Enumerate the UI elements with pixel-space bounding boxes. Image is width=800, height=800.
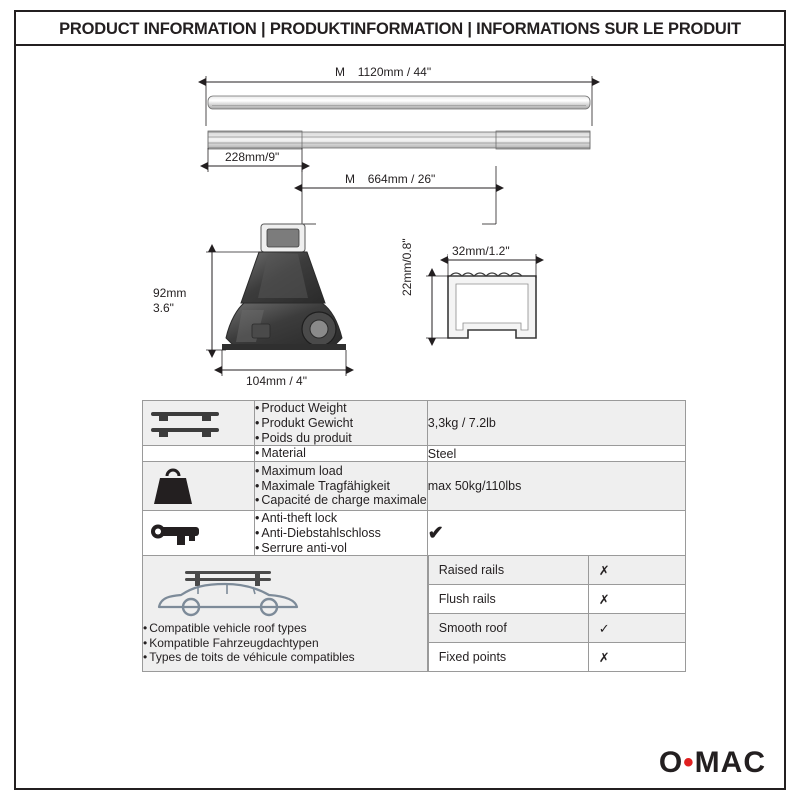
spec-value-lock: ✔ <box>427 511 685 556</box>
dim-overall-prefix: M <box>335 65 345 79</box>
foot-front-view <box>222 224 346 350</box>
label-line: • Anti-Diebstahlschloss <box>255 526 427 541</box>
technical-drawing <box>16 48 784 398</box>
dim-foot-height-mm: 92mm <box>153 286 187 300</box>
dim-overall-value: 1120mm / 44" <box>357 65 432 79</box>
roof-type-captions <box>143 621 427 664</box>
weight-icon <box>143 462 255 511</box>
material-icon-empty <box>143 446 255 462</box>
roof-type-row <box>428 556 685 585</box>
label-line: • Poids du produit <box>255 431 427 446</box>
crossbar-side-view <box>208 96 590 109</box>
table-row-roof-types <box>143 556 686 672</box>
roof-type-mark: ✗ <box>588 585 685 614</box>
dim-spread-value: 664mm / 26" <box>367 172 436 186</box>
dim-profile-height-value: 22mm/0.8" <box>400 238 414 296</box>
roof-type-name: Raised rails <box>428 556 588 585</box>
dim-spread-prefix: M <box>345 172 355 186</box>
dim-foot-height-in: 3.6" <box>153 301 174 315</box>
label-line: • Material <box>255 446 427 461</box>
lock-icon <box>143 511 255 556</box>
dim-foot-width <box>222 350 346 376</box>
spec-value-material: Steel <box>427 446 685 462</box>
roof-type-name: Flush rails <box>428 585 588 614</box>
roof-type-name: Smooth roof <box>428 614 588 643</box>
roof-type-mark: ✗ <box>588 556 685 585</box>
brand-logo-dot: • <box>683 746 695 779</box>
brand-logo-mac: MA <box>694 746 744 779</box>
table-row <box>143 462 686 511</box>
page-title: PRODUCT INFORMATION | PRODUKTINFORMATION | INFORMATIONS SUR LE PRODUIT <box>16 12 784 46</box>
roof-type-label-cell <box>143 556 428 672</box>
dim-profile-width-value: 32mm/1.2" <box>448 244 514 258</box>
spec-label-weight <box>255 401 428 446</box>
spec-value-weight: 3,3kg / 7.2lb <box>427 401 685 446</box>
brand-logo-c: C <box>743 746 766 779</box>
table-row <box>143 446 686 462</box>
label-line: • Types de toits de véhicule compatibles <box>143 650 427 664</box>
roof-type-mark: ✗ <box>588 643 685 672</box>
dim-profile-height <box>426 276 450 338</box>
spec-label-lock <box>255 511 428 556</box>
label-line: • Produkt Gewicht <box>255 416 427 431</box>
roof-type-row <box>428 614 685 643</box>
table-row <box>143 401 686 446</box>
dim-end-offset-value: 228mm/9" <box>221 150 283 164</box>
rack-bars-icon <box>143 401 255 446</box>
car-with-roof-rack-icon <box>143 563 427 619</box>
drawing-svg <box>16 48 788 398</box>
label-line: • Serrure anti-vol <box>255 541 427 556</box>
crossbar-top-view <box>208 131 590 149</box>
roof-type-row <box>428 585 685 614</box>
label-line: • Maximale Tragfähigkeit <box>255 479 427 494</box>
brand-logo-o: O <box>658 746 684 779</box>
spec-label-material <box>255 446 428 462</box>
bar-cross-section <box>448 273 536 338</box>
product-info-sheet <box>14 10 786 790</box>
dim-foot-width-value: 104mm / 4" <box>242 374 311 388</box>
label-line: • Kompatible Fahrzeugdachtypen <box>143 636 427 650</box>
brand-logo <box>659 746 766 780</box>
roof-type-mark: ✓ <box>588 614 685 643</box>
spec-table <box>142 400 686 672</box>
roof-type-table <box>428 556 685 671</box>
roof-type-list-cell <box>427 556 685 672</box>
label-line: • Capacité de charge maximale <box>255 493 427 508</box>
spec-value-maxload: max 50kg/110lbs <box>427 462 685 511</box>
roof-type-name: Fixed points <box>428 643 588 672</box>
spec-label-maxload <box>255 462 428 511</box>
label-line: • Product Weight <box>255 401 427 416</box>
label-line: • Compatible vehicle roof types <box>143 621 427 635</box>
label-line: • Anti-theft lock <box>255 511 427 526</box>
roof-type-row <box>428 643 685 672</box>
label-line: • Maximum load <box>255 464 427 479</box>
table-row <box>143 511 686 556</box>
